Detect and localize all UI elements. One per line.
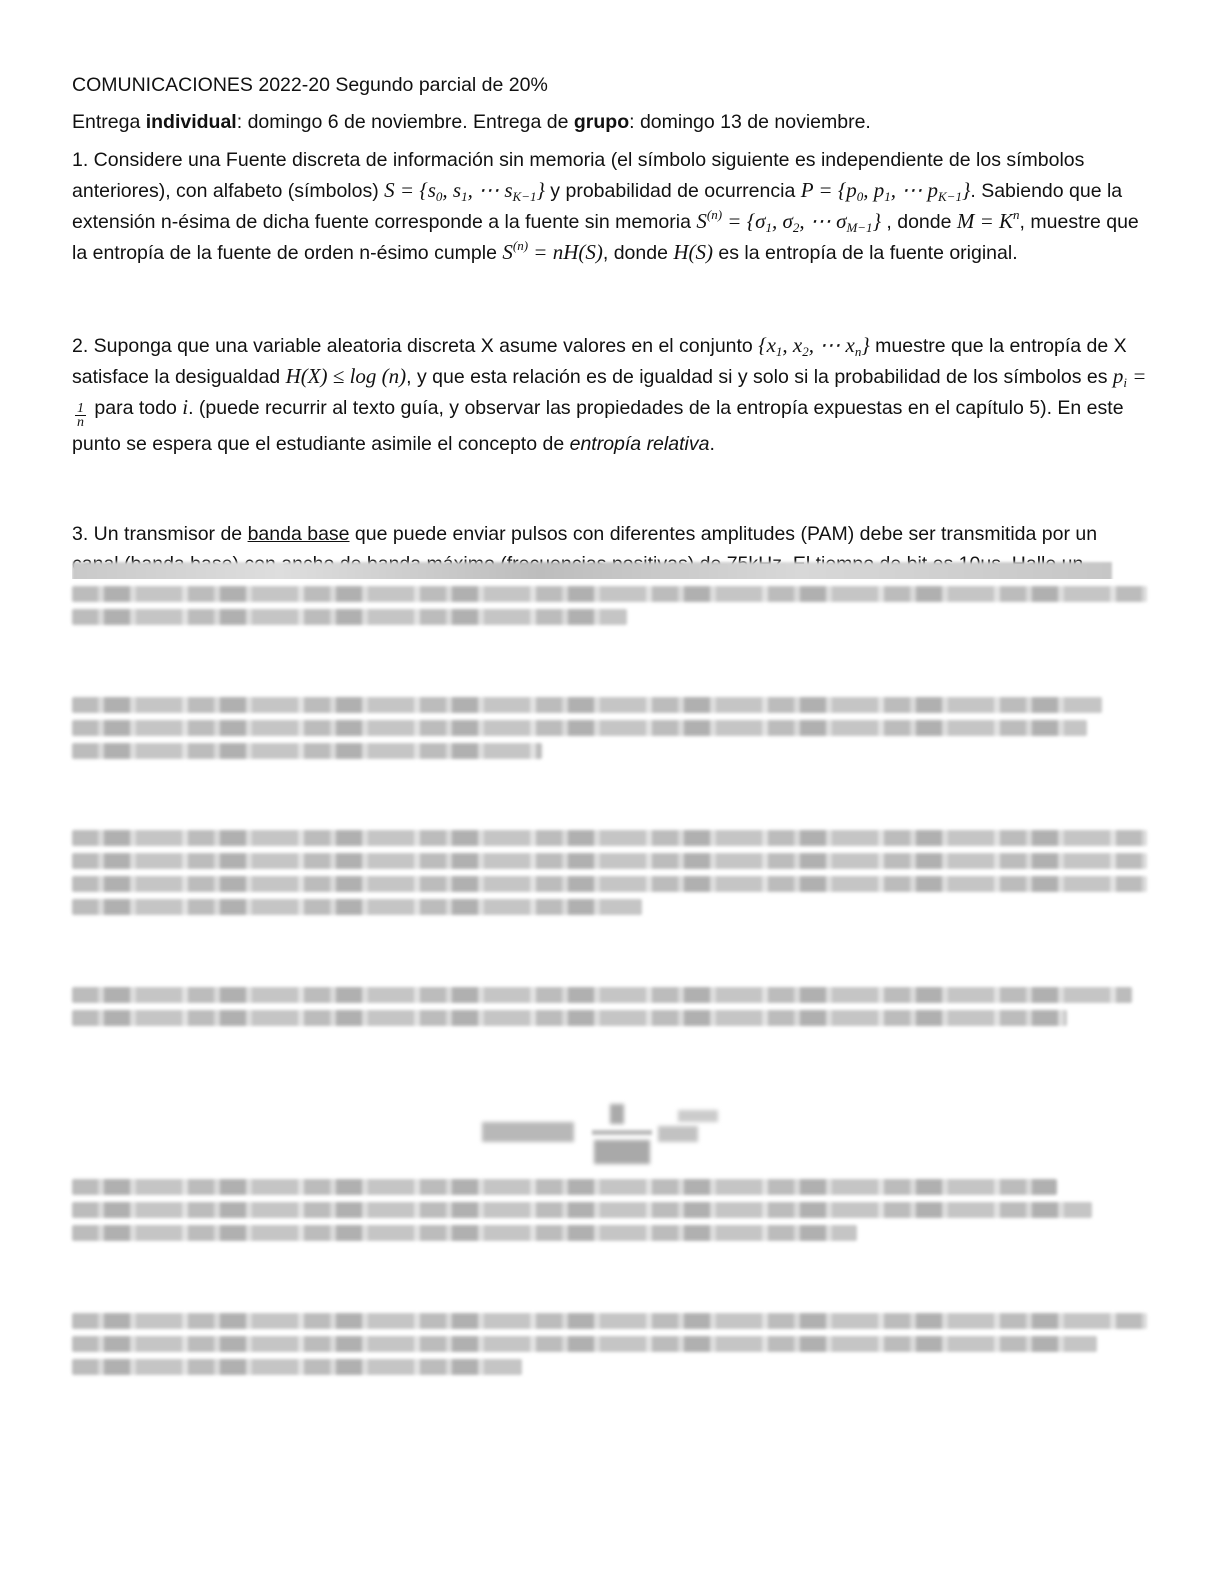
blur-overlay bbox=[72, 562, 1112, 579]
relative-entropy-term: entropía relativa bbox=[569, 433, 710, 455]
inequality-formula: H(X) ≤ log (n) bbox=[285, 364, 407, 388]
uniform-probability-formula: $p_i$ = $\frac{1}{n}$ bbox=[77, 364, 1147, 430]
question-3-partial-line bbox=[72, 549, 1152, 579]
question-5-blurred bbox=[72, 830, 1152, 915]
baseband-underlined: banda base bbox=[247, 523, 350, 545]
alphabet-set-formula: $S = \{s_0$, $s_1$, ⋯ $s_{K-1}$} bbox=[384, 178, 545, 204]
question-1: 1. Considere una Fuente discreta de información sin memoria (el símbolo siguiente es independiente de los símbolos anteriores), con alfabeto (símbolos) $S = \{s_0$, $s_1$, ⋯ $s_{K-1}$} y probabilidad de ocurrencia $P = \{p_0$, $p_1$, ⋯ $p_{K-1}$}. Sabiendo que la extensión n-ésima de dicha fuente corresponde a la fuente sin memoria $S^{(n)} = \{\sigma_1$, $\sigma_2$, ⋯ $\sigma_{M-1}$} , donde $M = K^n$, muestre que la entropía de la fuente de orden n-ésimo cumple $S^{(n)} = nH(S)$, donde H(S) es la entropía de la fuente original. bbox=[72, 149, 1139, 264]
document-page bbox=[72, 70, 1152, 1382]
delivery-dates: Entrega individual: domingo 6 de noviembre. Entrega de grupo: domingo 13 de noviembre. bbox=[72, 111, 871, 133]
question-4-blurred bbox=[72, 697, 1152, 759]
m-equals-k-n-formula: $M = K^n$ bbox=[956, 207, 1020, 233]
question-7-blurred bbox=[72, 1179, 1152, 1241]
question-2: 2. Suponga que una variable aleatoria discreta X asume valores en el conjunto {$x_1$, $x_2$, ⋯ $x_n$} muestre que la entropía de X satisface la desigualdad H(X) ≤ log (n), y que esta relación es de igualdad si y solo si la probabilidad de los símbolos es $p_i$ = $\frac{1}{n}$ para todo i. (puede recurrir al texto guía, y observar las propiedades de la entropía expuestas en el capítulo 5). En este punto se espera que el estudiante asimile el concepto de entropía relativa. bbox=[72, 333, 1147, 455]
blurred-formula bbox=[482, 1104, 722, 1174]
entropy-formula: H(S) bbox=[673, 240, 713, 264]
question-8-blurred bbox=[72, 1313, 1152, 1375]
question-3: 3. Un transmisor de banda base que puede enviar pulsos con diferentes amplitudes (PAM) debe ser transmitida por un bbox=[72, 519, 1152, 625]
blurred-text bbox=[72, 586, 1152, 625]
individual-label: individual bbox=[145, 111, 237, 133]
value-set-formula: {$x_1$, $x_2$, ⋯ $x_n$} bbox=[758, 333, 870, 359]
group-label: grupo bbox=[573, 111, 630, 133]
entropy-extension-formula: $S^{(n)} = nH(S)$ bbox=[502, 238, 603, 264]
probability-set-formula: $P = \{p_0$, $p_1$, ⋯ $p_{K-1}$} bbox=[800, 178, 971, 204]
question-6-blurred bbox=[72, 987, 1152, 1174]
extension-set-formula: $S^{(n)} = \{\sigma_1$, $\sigma_2$, ⋯ $\sigma_{M-1}$} bbox=[696, 207, 881, 235]
document-title: COMUNICACIONES 2022-20 Segundo parcial de 20% bbox=[72, 74, 548, 96]
